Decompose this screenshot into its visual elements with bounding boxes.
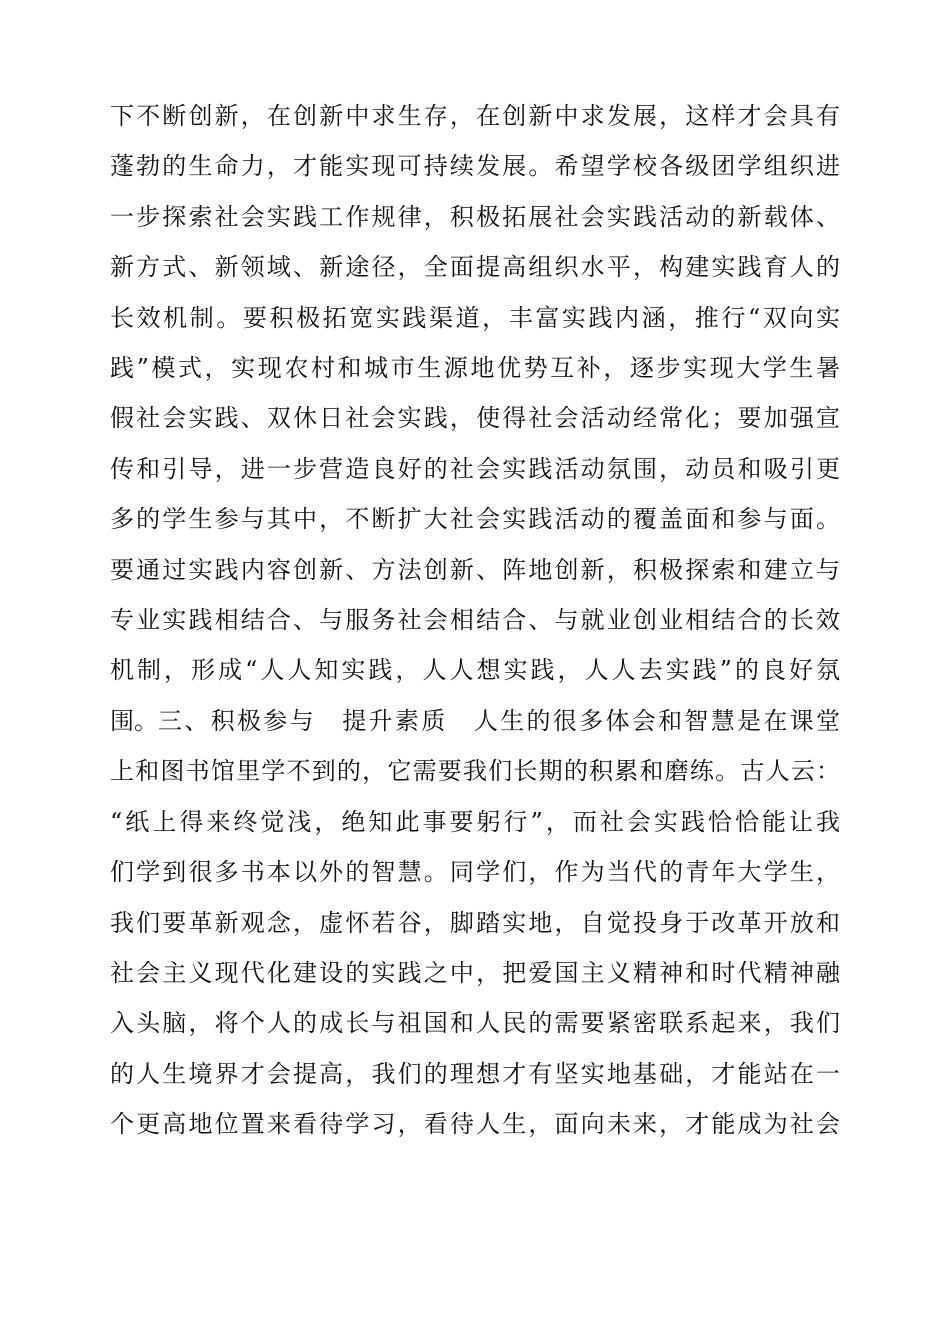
text-line: 专业实践相结合、与服务社会相结合、与就业创业相结合的长效 xyxy=(110,605,840,634)
text-line: 践”模式，实现农村和城市生源地优势互补，逐步实现大学生暑 xyxy=(110,353,840,382)
text-line: 传和引导，进一步营造良好的社会实践活动氛围，动员和吸引更 xyxy=(110,454,840,483)
text-line: 们学到很多书本以外的智慧。同学们，作为当代的青年大学生， xyxy=(110,858,840,887)
text-line: 新方式、新领域、新途径，全面提高组织水平，构建实践育人的 xyxy=(110,253,840,282)
text-line: 长效机制。要积极拓宽实践渠道，丰富实践内涵，推行“双向实 xyxy=(110,303,840,332)
text-line: 入头脑，将个人的成长与祖国和人民的需要紧密联系起来，我们 xyxy=(110,1009,840,1038)
text-line: 多的学生参与其中，不断扩大社会实践活动的覆盖面和参与面。 xyxy=(110,505,840,534)
text-line: 个更高地位置来看待学习，看待人生，面向未来，才能成为社会 xyxy=(110,1110,840,1139)
paragraph-practice-mechanism xyxy=(110,91,840,746)
text-line: 我们要革新观念，虚怀若谷，脚踏实地，自觉投身于改革开放和 xyxy=(110,908,840,937)
text-line: 的人生境界才会提高，我们的理想才有坚实地基础，才能站在一 xyxy=(110,1059,840,1088)
text-line: 假社会实践、双休日社会实践，使得社会活动经常化；要加强宣 xyxy=(110,404,840,433)
text-line: 围。 xyxy=(110,706,158,735)
paragraph-section-three xyxy=(110,696,840,1150)
text-line: “纸上得来终觉浅，绝知此事要躬行”，而社会实践恰恰能让我 xyxy=(110,807,840,836)
text-line: 蓬勃的生命力，才能实现可持续发展。希望学校各级团学组织进 xyxy=(110,152,840,181)
text-line: 社会主义现代化建设的实践之中，把爱国主义精神和时代精神融 xyxy=(110,958,840,987)
text-line: 上和图书馆里学不到的，它需要我们长期的积累和磨练。古人云： xyxy=(110,757,840,786)
text-line: 一步探索社会实践工作规律，积极拓展社会实践活动的新载体、 xyxy=(110,202,840,231)
text-line: 机制，形成“人人知实践，人人想实践，人人去实践”的良好氛 xyxy=(110,656,840,685)
section-heading-line: 三、积极参与 提升素质 人生的很多体会和智慧是在课堂 xyxy=(158,707,840,735)
text-line: 要通过实践内容创新、方法创新、阵地创新，积极探索和建立与 xyxy=(110,555,840,584)
text-line: 下不断创新，在创新中求生存，在创新中求发展，这样才会具有 xyxy=(110,102,840,130)
